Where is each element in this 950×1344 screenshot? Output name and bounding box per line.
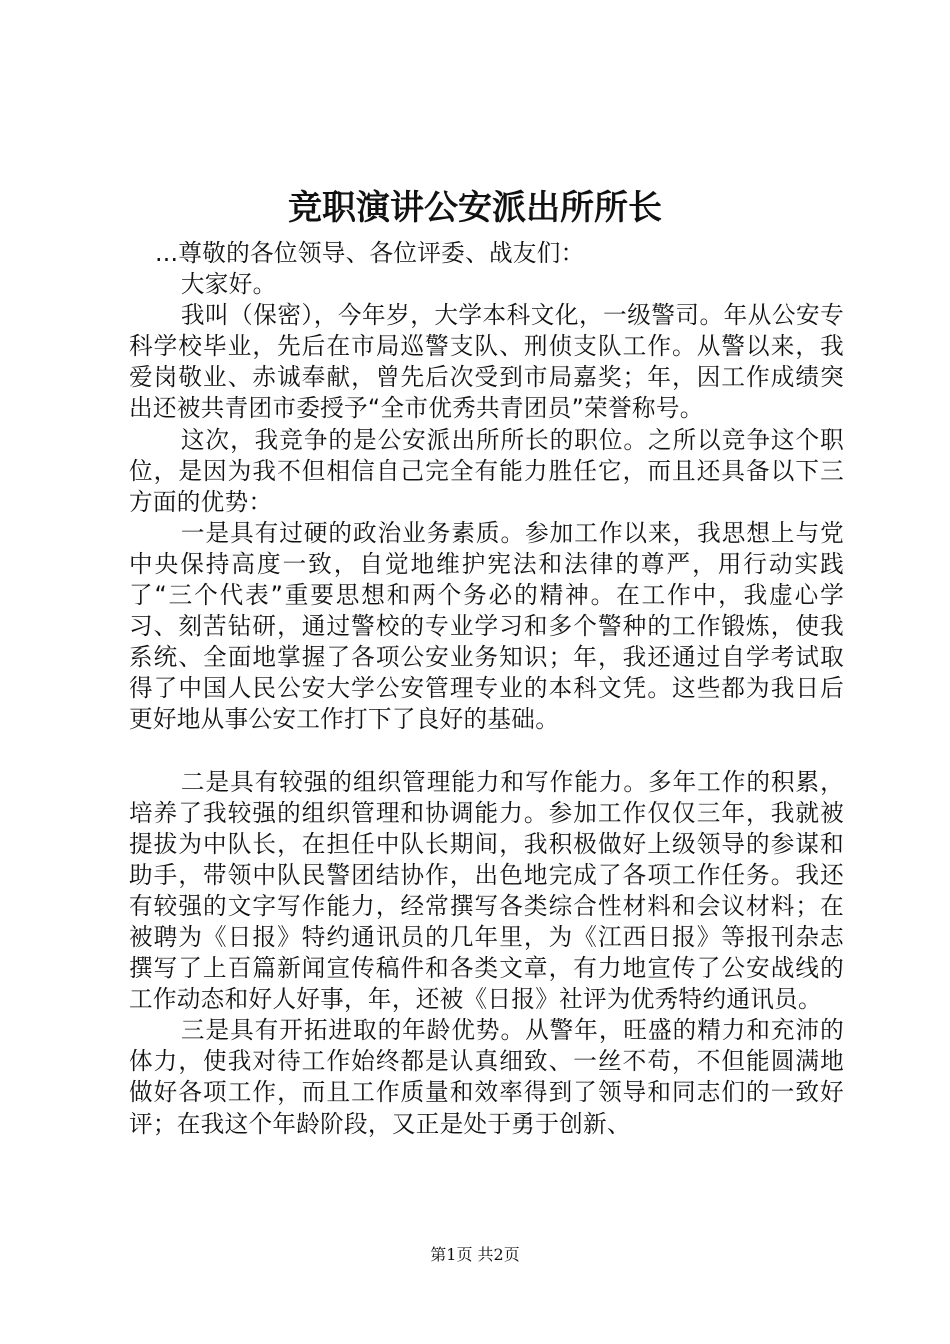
paragraph-advantage-three: 三是具有开拓进取的年龄优势。从警年，旺盛的精力和充沛的体力，使我对待工作始终都是认真细致、一丝不苟，不但能圆满地做好各项工作，而且工作质量和效率得到了领导和同志们的一致好评；在我这个年龄阶段，又正是处于勇于创新、 <box>129 1016 844 1138</box>
greeting: 大家好。 <box>180 270 277 299</box>
paragraph-advantage-two: 二是具有较强的组织管理能力和写作能力。多年工作的积累，培养了我较强的组织管理和协调能力。参加工作仅仅三年，我就被提拔为中队长，在担任中队长期间，我积极做好上级领导的参谋和助手，带领中队民警团结协作，出色地完成了各项工作任务。我还有较强的文字写作能力，经常撰写各类综合性材料和会议材料；在被聘为《日报》特约通讯员的几年里，为《江西日报》等报刊杂志撰写了上百篇新闻宣传稿件和各类文章，有力地宣传了公安战线的工作动态和好人好事，年，还被《日报》社评为优秀特约通讯员。 <box>129 767 844 1014</box>
paragraph-spacer <box>129 736 844 767</box>
paragraph-position: 这次，我竞争的是公安派出所所长的职位。之所以竞争这个职位，是因为我不但相信自己完全有能力胜任它，而且还具备以下三方面的优势： <box>129 425 844 516</box>
document-title: 竞职演讲公安派出所所长 <box>288 188 662 228</box>
page-footer: 第1页 共2页 <box>430 1245 520 1264</box>
paragraph-intro: 我叫（保密），今年岁，大学本科文化，一级警司。年从公安专科学校毕业，先后在市局巡警支队、刑侦支队工作。从警以来，我爱岗敬业、赤诚奉献，曾先后次受到市局嘉奖；年，因工作成绩突出还被共青团市委授予“全市优秀共青团员”荣誉称号。 <box>129 301 844 423</box>
salutation: ...尊敬的各位领导、各位评委、战友们： <box>154 239 585 267</box>
document-body <box>129 238 844 1140</box>
paragraph-advantage-one: 一是具有过硬的政治业务素质。参加工作以来，我思想上与党中央保持高度一致，自觉地维护宪法和法律的尊严，用行动实践了“三个代表”重要思想和两个务必的精神。在工作中，我虚心学习、刻苦钻研，通过警校的专业学习和多个警种的工作锻炼，使我系统、全面地掌握了各项公安业务知识；年，我还通过自学考试取得了中国人民公安大学公安管理专业的本科文凭。这些都为我日后更好地从事公安工作打下了良好的基础。 <box>129 518 844 734</box>
